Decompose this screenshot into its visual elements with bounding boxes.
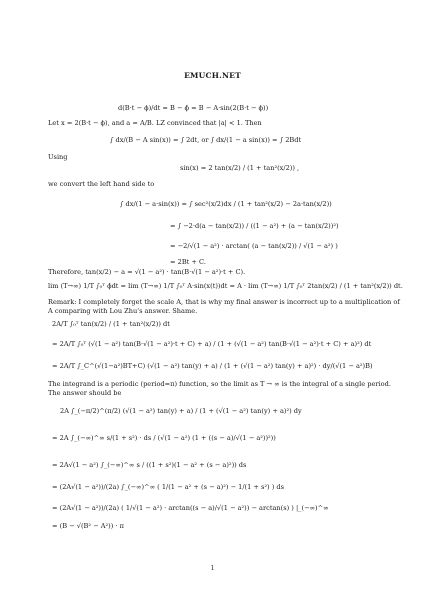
equation-integral-setup: ∫ dx/(B − A sin(x)) = ∫ 2dt, or ∫ dx/(1 − a sin(x)) = ∫ 2Bdt bbox=[110, 136, 302, 144]
equation-answer-step-5: = (2A√(1 − a²))/(2a) ( 1/√(1 − a²) · arctan((s − a)/√(1 − a²)) − arctan(s) ) |_(−∞)^∞ bbox=[52, 504, 329, 512]
equation-average-step-2: = 2A/T ∫₀ᵀ (√(1 − a²) tan(B·√(1 − a²)·t + C) + a) / (1 + (√(1 − a²) tan(B·√(1 − a²)·t + C) + a)²) dt bbox=[52, 340, 372, 348]
equation-answer-step-3: = 2A√(1 − a²) ∫_(−∞)^∞ s / ((1 + s²)(1 − a² + (s − a)²)) ds bbox=[52, 461, 247, 469]
equation-lhs-step-3: = −2/√(1 − a²) · arctan( (a − tan(x/2)) / √(1 − a²) ) bbox=[170, 242, 338, 250]
paragraph-answer: The answer should be bbox=[48, 389, 122, 397]
paragraph-periodic: The integrand is a periodic (period=π) function, so the limit as T → ∞ is the integral of a single period. bbox=[48, 380, 391, 388]
equation-answer-final: = (B − √(B² − A²)) · π bbox=[52, 522, 124, 530]
paragraph-remark-2: A comparing with Lou Zhu's answer. Shame. bbox=[48, 307, 198, 315]
paragraph-remark-1: Remark: I completely forget the scale A, that is why my final answer is incorrect up to a multiplication of bbox=[48, 298, 400, 306]
page-title: EMUCH.NET bbox=[184, 71, 241, 80]
equation-average-step-1: 2A/T ∫₀ᵀ tan(x/2) / (1 + tan²(x/2)) dt bbox=[52, 320, 170, 328]
equation-phase-derivative: d(B·t − ϕ)/dt = B − ϕ̇ = B − A·sin(2(B·t − ϕ)) bbox=[118, 104, 269, 112]
equation-average-step-3: = 2A/T ∫_C^(√(1−a²)BT+C) (√(1 − a²) tan(y) + a) / (1 + (√(1 − a²) tan(y) + a)²) · dy/(√(1 − a²)B) bbox=[52, 362, 373, 370]
equation-sine-identity: sin(x) = 2 tan(x/2) / (1 + tan²(x/2)) , bbox=[180, 164, 300, 172]
paragraph-therefore: Therefore, tan(x/2) − a = √(1 − a²) · tan(B·√(1 − a²)·t + C). bbox=[48, 268, 246, 276]
equation-lhs-step-4: = 2Bt + C. bbox=[170, 258, 206, 266]
paragraph-substitution: Let x = 2(B·t − ϕ), and a = A/B. LZ convinced that |a| < 1. Then bbox=[48, 119, 262, 127]
equation-lhs-step-1: ∫ dx/(1 − a·sin(x)) = ∫ sec²(x/2)dx / (1 + tan²(x/2) − 2a·tan(x/2)) bbox=[120, 200, 332, 208]
equation-answer-step-4: = (2A√(1 − a²))/(2a) ∫_(−∞)^∞ ( 1/(1 − a² + (s − a)²) − 1/(1 + s²) ) ds bbox=[52, 483, 284, 491]
paragraph-using: Using bbox=[48, 153, 68, 161]
equation-answer-step-1: 2A ∫_(−π/2)^(π/2) (√(1 − a²) tan(y) + a) / (1 + (√(1 − a²) tan(y) + a)²) dy bbox=[60, 407, 302, 415]
equation-limit: lim (T→∞) 1/T ∫₀ᵀ ϕ̇dt = lim (T→∞) 1/T ∫₀ᵀ A·sin(x(t))dt = A · lim (T→∞) 1/T ∫₀ᵀ 2tan(x/2) / (1 + tan²(x/2)) dt. bbox=[48, 282, 403, 290]
paragraph-convert: we convert the left hand side to bbox=[48, 180, 155, 188]
page-number: 1 bbox=[210, 565, 215, 572]
equation-lhs-step-2: = ∫ −2·d(a − tan(x/2)) / ((1 − a²) + (a − tan(x/2))²) bbox=[170, 222, 339, 230]
equation-answer-step-2: = 2A ∫_(−∞)^∞ s/(1 + s²) · ds / (√(1 − a²) (1 + ((s − a)/√(1 − a²))²)) bbox=[52, 434, 276, 442]
